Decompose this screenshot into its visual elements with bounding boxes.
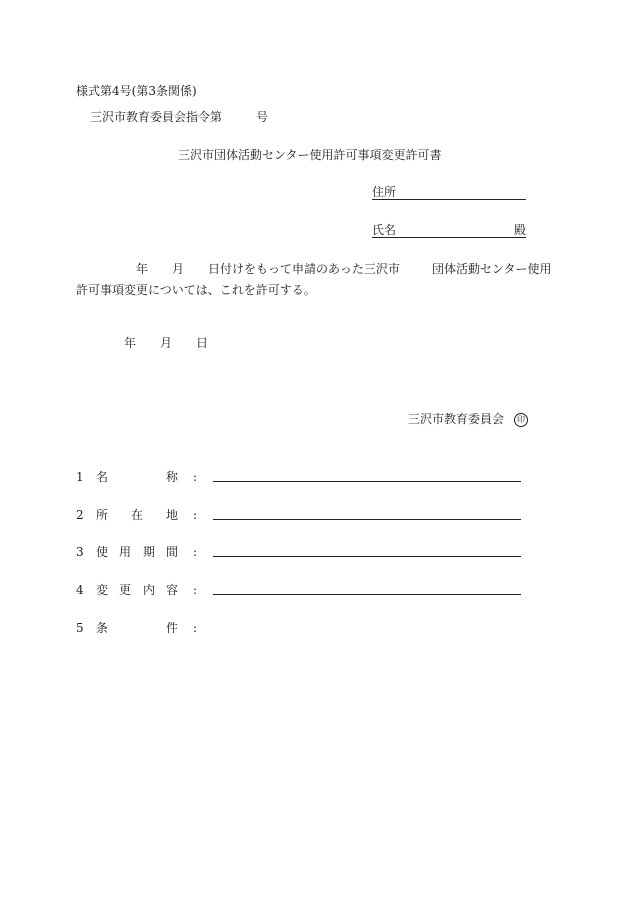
item-1-label-char: 称 — [166, 470, 179, 484]
item-3-entry-line — [213, 556, 521, 557]
date-year: 年 — [124, 336, 137, 350]
body-month: 月 — [172, 262, 185, 276]
body-text-2: 団体活動センター使用 — [432, 262, 552, 276]
name-honorific: 殿 — [513, 223, 526, 237]
name-field — [372, 223, 526, 238]
item-5-label-char: 条 — [96, 621, 109, 635]
body-line-2: 許可事項変更については、これを許可する。 — [76, 283, 316, 297]
item-5-label-char: 件 — [166, 621, 179, 635]
issuer-suffix: 号 — [256, 110, 269, 124]
item-3-label-char: 用 — [119, 545, 132, 559]
item-1-number: 1 — [76, 470, 84, 484]
item-2-label-char: 所 — [96, 508, 109, 522]
item-2-entry-line — [213, 519, 521, 520]
name-label: 氏名 — [372, 223, 397, 237]
item-1-entry-line — [213, 481, 521, 482]
item-4-colon: : — [193, 583, 198, 597]
item-2-label-char: 在 — [131, 508, 144, 522]
item-3-label-char: 使 — [96, 545, 109, 559]
body-year: 年 — [136, 262, 149, 276]
body-text-1: 日付けをもって申請のあった三沢市 — [208, 262, 400, 276]
date-day: 日 — [196, 336, 209, 350]
item-5-colon: : — [193, 621, 198, 635]
item-4-number: 4 — [76, 583, 84, 597]
item-3-colon: : — [193, 545, 198, 559]
item-4-entry-line — [213, 594, 521, 595]
item-5-number: 5 — [76, 621, 84, 635]
item-2-colon: : — [193, 508, 198, 522]
seal-stamp: 印 — [514, 413, 528, 427]
item-4-label-char: 更 — [119, 583, 132, 597]
item-4-label-char: 内 — [143, 583, 156, 597]
address-field — [372, 185, 526, 200]
item-1-colon: : — [193, 470, 198, 484]
item-3-label-char: 間 — [166, 545, 179, 559]
item-2-label-char: 地 — [166, 508, 179, 522]
item-4-label-char: 容 — [166, 583, 179, 597]
issuer-prefix: 三沢市教育委員会指令第 — [90, 110, 223, 124]
address-label: 住所 — [372, 185, 397, 199]
signatory — [408, 412, 528, 427]
form-number: 様式第4号(第3条関係) — [76, 84, 197, 98]
item-3-number: 3 — [76, 545, 84, 559]
item-4-label-char: 変 — [96, 583, 109, 597]
item-3-label-char: 期 — [143, 545, 156, 559]
date-month: 月 — [160, 336, 173, 350]
document-title: 三沢市団体活動センター使用許可事項変更許可書 — [178, 148, 442, 162]
item-1-label-char: 名 — [96, 470, 109, 484]
signatory-name: 三沢市教育委員会 — [408, 412, 505, 426]
item-2-number: 2 — [76, 508, 84, 522]
